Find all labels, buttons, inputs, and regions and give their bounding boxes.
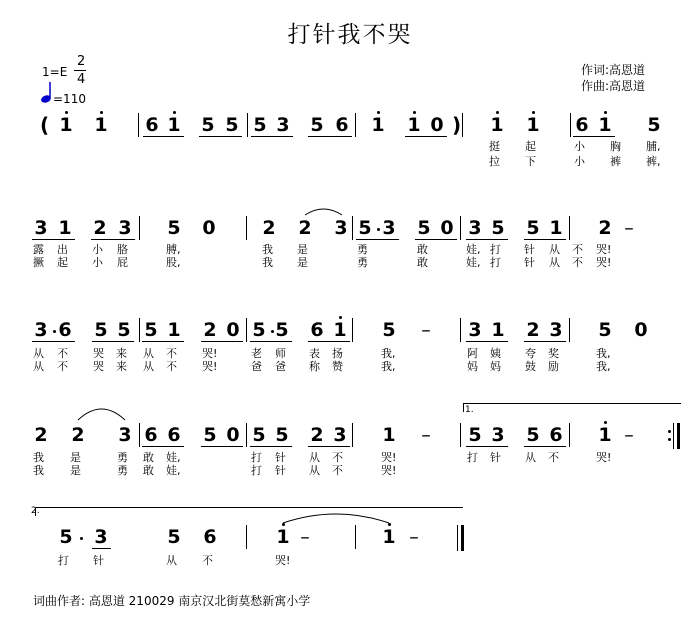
high-octave-dot: [496, 111, 499, 114]
lyric: 哭!: [596, 243, 612, 256]
lyric: 哭!: [202, 360, 218, 373]
beam: [32, 239, 75, 240]
lyric: 打: [251, 451, 262, 464]
note: 2: [526, 319, 540, 341]
note: 5: [167, 526, 181, 548]
beam: [356, 239, 399, 240]
note: 0: [634, 319, 648, 341]
lyric: 阿: [467, 347, 478, 360]
note: 0: [226, 319, 240, 341]
note: 1: [491, 319, 505, 341]
note: 5: [526, 217, 540, 239]
lyric: 不: [57, 360, 68, 373]
lyric: 不: [572, 256, 583, 269]
beam: [405, 136, 447, 137]
close-paren: ): [452, 113, 462, 137]
note: 1: [371, 114, 385, 136]
lyric: 从: [33, 347, 44, 360]
lyric: 打: [251, 464, 262, 477]
beam: [524, 341, 566, 342]
note: 6: [144, 424, 158, 446]
note: 5: [310, 114, 324, 136]
lyric: 针: [275, 464, 286, 477]
barline: [352, 423, 353, 447]
lyric: 娃,: [166, 451, 181, 464]
lyric: 起: [525, 140, 536, 153]
lyric: 师: [275, 347, 286, 360]
note: 3: [118, 424, 132, 446]
lyric: 扬: [332, 347, 343, 360]
lyric: 爸: [275, 360, 286, 373]
lyric: 励: [548, 360, 559, 373]
lyric: 来: [116, 360, 127, 373]
lyric: 是: [297, 243, 308, 256]
lyric: 我: [262, 256, 273, 269]
lyric: 屁: [117, 256, 128, 269]
lyric: 来: [116, 347, 127, 360]
lyric: 针: [275, 451, 286, 464]
volta-1-bracket: [463, 403, 681, 412]
note: 5: [382, 319, 396, 341]
lyric: 不: [166, 347, 177, 360]
note: 1: [59, 114, 73, 136]
beam: [199, 136, 242, 137]
lyric: 爸: [251, 360, 262, 373]
note: 5: [167, 217, 181, 239]
note: 5: [275, 424, 289, 446]
note: 6: [203, 526, 217, 548]
note: 3: [549, 319, 563, 341]
note: 6: [575, 114, 589, 136]
lyric: 敢: [143, 464, 154, 477]
beam: [32, 341, 75, 342]
lyric: 敢: [143, 451, 154, 464]
note: 1: [526, 114, 540, 136]
lyric: 不: [332, 464, 343, 477]
song-title: 打针我不哭: [287, 22, 413, 48]
lyric: 哭!: [275, 554, 291, 567]
note: 3: [468, 319, 482, 341]
lyric: 打: [490, 243, 501, 256]
note: 5: [491, 217, 505, 239]
lyric: 打: [58, 554, 69, 567]
composer-credit: 作曲:高恩道: [581, 79, 646, 93]
lyric: 表: [309, 347, 320, 360]
beam: [466, 341, 508, 342]
note: 1: [333, 319, 347, 341]
barline: [139, 423, 140, 447]
barline: [352, 318, 353, 342]
note: 0: [440, 217, 454, 239]
barline: [570, 113, 571, 137]
lyric: 奖: [548, 347, 559, 360]
high-octave-dot: [339, 316, 342, 319]
lyric: 我,: [381, 360, 396, 373]
lyric: 从: [309, 464, 320, 477]
note: 3: [491, 424, 505, 446]
barline: [460, 423, 461, 447]
note: 1: [382, 526, 396, 548]
note: 5: [201, 114, 215, 136]
barline: [569, 423, 570, 447]
lyric: 从: [33, 360, 44, 373]
barline: [673, 423, 674, 449]
lyric: 我: [33, 464, 44, 477]
note: 2: [298, 217, 312, 239]
barline: [246, 525, 247, 549]
lyric: 膊,: [166, 243, 181, 256]
high-octave-dot: [413, 111, 416, 114]
lyric: 我: [262, 243, 273, 256]
barline: [139, 216, 140, 240]
lyric: 敢: [417, 256, 428, 269]
lyric: 打: [490, 256, 501, 269]
note: 6: [145, 114, 159, 136]
lyric: 从: [166, 554, 177, 567]
lyric: 从: [525, 451, 536, 464]
sustain-dash: –: [421, 319, 431, 341]
open-paren: (: [40, 113, 50, 137]
lyric: 是: [70, 464, 81, 477]
lyric: 老: [251, 347, 262, 360]
note: 3: [382, 217, 396, 239]
lyric: 从: [309, 451, 320, 464]
note: 3: [468, 217, 482, 239]
barline: [460, 318, 461, 342]
volta-2-bracket: [35, 507, 463, 516]
beam: [524, 239, 566, 240]
note: 1: [58, 217, 72, 239]
lyric: 鼓: [525, 360, 536, 373]
volta-1-label: 1.: [465, 405, 474, 415]
lyric: 针: [524, 256, 535, 269]
note: 5: [598, 319, 612, 341]
note: 1: [167, 114, 181, 136]
barline: [460, 216, 461, 240]
barline: [247, 113, 248, 137]
lyric: 敢: [417, 243, 428, 256]
note: 1: [490, 114, 504, 136]
barline: [461, 525, 464, 551]
note: 5: [117, 319, 131, 341]
lyric: 哭!: [202, 347, 218, 360]
note: 2: [310, 424, 324, 446]
lyric: 针: [490, 451, 501, 464]
beam: [201, 446, 243, 447]
note: 3: [276, 114, 290, 136]
sustain-dash: –: [409, 526, 419, 548]
lyric: 勇: [117, 451, 128, 464]
high-octave-dot: [65, 111, 68, 114]
note: 1: [167, 319, 181, 341]
lyric: 勇: [357, 256, 368, 269]
lyric: 不: [57, 347, 68, 360]
beam: [415, 239, 457, 240]
beam: [524, 446, 566, 447]
lyric: 娃,: [166, 464, 181, 477]
lyric: 起: [57, 256, 68, 269]
note: 3: [94, 526, 108, 548]
high-octave-dot: [173, 111, 176, 114]
volta-2-label: 2.: [31, 506, 40, 516]
note: 5: [275, 319, 289, 341]
beam: [250, 446, 292, 447]
lyric: 小: [92, 243, 103, 256]
lyric: 出: [57, 243, 68, 256]
note: 1: [94, 114, 108, 136]
note: 1: [382, 424, 396, 446]
barline: [355, 525, 356, 549]
lyric: 娃,: [466, 243, 481, 256]
sustain-dash: –: [300, 526, 310, 548]
dot: [80, 537, 83, 540]
lyric: 小: [574, 155, 585, 168]
beam: [466, 446, 508, 447]
barline: [246, 318, 247, 342]
lyric: 挺: [489, 140, 500, 153]
lyric: 赞: [332, 360, 343, 373]
lyric: 哭!: [381, 451, 397, 464]
lyricist-credit: 作词:高恩道: [581, 63, 646, 77]
beam: [308, 341, 350, 342]
note: 6: [167, 424, 181, 446]
high-octave-dot: [604, 111, 607, 114]
lyric: 针: [524, 243, 535, 256]
note: 5: [59, 526, 73, 548]
note: 0: [226, 424, 240, 446]
lyric: 我: [33, 451, 44, 464]
note: 5: [417, 217, 431, 239]
high-octave-dot: [388, 523, 391, 526]
note: 3: [334, 217, 348, 239]
lyric: 下: [525, 155, 536, 168]
lyric: 勇: [357, 243, 368, 256]
note: 5: [526, 424, 540, 446]
lyric: 夸: [525, 347, 536, 360]
note: 5: [252, 319, 266, 341]
lyric: 不: [572, 243, 583, 256]
lyric: 称: [309, 360, 320, 373]
lyric: 撅: [33, 256, 44, 269]
lyric: 小: [92, 256, 103, 269]
high-octave-dot: [532, 111, 535, 114]
lyric: 裤: [610, 155, 621, 168]
barline: [246, 216, 247, 240]
barline: [569, 318, 570, 342]
lyric: 不: [548, 451, 559, 464]
note: 5: [253, 114, 267, 136]
beam: [573, 136, 615, 137]
lyric: 胳: [117, 243, 128, 256]
barline: [138, 113, 139, 137]
lyric: 针: [93, 554, 104, 567]
lyric: 不: [202, 554, 213, 567]
note: 2: [203, 319, 217, 341]
note: 3: [333, 424, 347, 446]
footer-credit: 词曲作者: 高恩道 210029 南京汉北街莫愁新寓小学: [33, 594, 311, 608]
lyric: 不: [166, 360, 177, 373]
beam: [92, 341, 134, 342]
barline: [246, 423, 247, 447]
note: 5: [144, 319, 158, 341]
dot: [668, 430, 671, 433]
lyric: 裤,: [646, 155, 661, 168]
note: 2: [93, 217, 107, 239]
time-numerator: 2: [77, 54, 86, 69]
beam: [91, 239, 135, 240]
lyric: 娃,: [466, 256, 481, 269]
barline: [677, 423, 680, 449]
lyric: 勇: [117, 464, 128, 477]
lyric: 胸: [610, 140, 621, 153]
note: 6: [549, 424, 563, 446]
lyric: 是: [70, 451, 81, 464]
lyric: 哭!: [596, 451, 612, 464]
barline: [139, 318, 140, 342]
lyric: 股,: [166, 256, 181, 269]
lyric: 哭!: [596, 256, 612, 269]
lyric: 哭: [93, 360, 104, 373]
note: 6: [335, 114, 349, 136]
lyric: 小: [574, 140, 585, 153]
time-denominator: 4: [77, 72, 86, 87]
high-octave-dot: [604, 421, 607, 424]
dot: [668, 438, 671, 441]
barline: [462, 113, 463, 137]
high-octave-dot: [282, 523, 285, 526]
barline: [569, 216, 570, 240]
note: 5: [225, 114, 239, 136]
beam: [92, 548, 111, 549]
tempo: =110: [53, 92, 86, 106]
note: 5: [94, 319, 108, 341]
note: 3: [118, 217, 132, 239]
beam: [250, 341, 292, 342]
barline: [352, 216, 353, 240]
lyric: 脯,: [646, 140, 661, 153]
lyric: 妈: [490, 360, 501, 373]
lyric: 哭!: [381, 464, 397, 477]
beam: [466, 239, 508, 240]
lyric: 从: [143, 360, 154, 373]
note: 0: [202, 217, 216, 239]
sustain-dash: –: [624, 424, 634, 446]
note: 5: [203, 424, 217, 446]
note: 2: [34, 424, 48, 446]
beam: [142, 341, 184, 342]
beam: [143, 136, 184, 137]
lyric: 是: [297, 256, 308, 269]
sustain-dash: –: [624, 217, 634, 239]
note: 5: [647, 114, 661, 136]
lyric: 我,: [596, 360, 611, 373]
barline: [457, 525, 458, 551]
lyric: 哭: [93, 347, 104, 360]
note: 0: [430, 114, 444, 136]
key-signature: 1=E: [42, 65, 68, 79]
high-octave-dot: [377, 111, 380, 114]
lyric: 从: [549, 243, 560, 256]
lyric: 打: [467, 451, 478, 464]
high-octave-dot: [100, 111, 103, 114]
lyric: 从: [143, 347, 154, 360]
sustain-dash: –: [421, 424, 431, 446]
note: 2: [598, 217, 612, 239]
note: 1: [276, 526, 290, 548]
note: 3: [34, 217, 48, 239]
note: 1: [598, 424, 612, 446]
note: 5: [252, 424, 266, 446]
note: 6: [310, 319, 324, 341]
beam: [142, 446, 184, 447]
lyric: 拉: [489, 155, 500, 168]
lyric: 不: [332, 451, 343, 464]
lyric: 露: [33, 243, 44, 256]
note: 2: [71, 424, 85, 446]
lyric: 我,: [596, 347, 611, 360]
beam: [201, 341, 243, 342]
lyric: 姨: [490, 347, 501, 360]
note: 1: [407, 114, 421, 136]
lyric: 我,: [381, 347, 396, 360]
note: 2: [262, 217, 276, 239]
note: 6: [58, 319, 72, 341]
beam: [251, 136, 293, 137]
note: 1: [598, 114, 612, 136]
note: 1: [549, 217, 563, 239]
lyric: 妈: [467, 360, 478, 373]
barline: [355, 113, 356, 137]
note: 3: [34, 319, 48, 341]
lyric: 从: [549, 256, 560, 269]
beam: [308, 136, 352, 137]
note: 5: [468, 424, 482, 446]
beam: [308, 446, 350, 447]
note: 5: [358, 217, 372, 239]
